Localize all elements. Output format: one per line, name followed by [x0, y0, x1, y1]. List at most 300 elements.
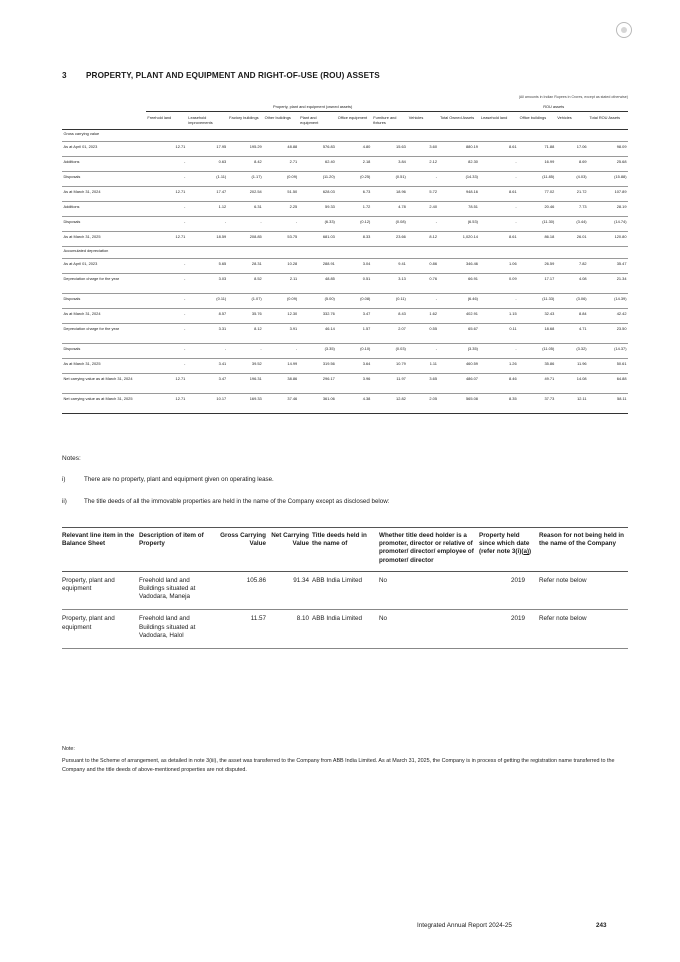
- table-cell: 26.01: [556, 232, 588, 247]
- table-cell: 3.47: [187, 374, 228, 394]
- td-cell: 8.10: [269, 610, 312, 649]
- table-cell: [146, 130, 187, 142]
- ppe-column-header: Office equipment: [336, 111, 372, 130]
- table-cell: 8.61: [479, 142, 518, 157]
- ppe-column-header: Leasehold land: [479, 111, 518, 130]
- table-row: [62, 202, 628, 217]
- table-cell: (3.35): [438, 344, 479, 359]
- table-cell: (6.53): [438, 217, 479, 232]
- table-cell: (3.06): [556, 294, 588, 309]
- table-cell: 17.06: [556, 142, 588, 157]
- table-cell: 3.31: [187, 324, 228, 344]
- table-cell: 50.61: [588, 359, 628, 374]
- table-cell: -: [146, 294, 187, 309]
- table-cell: [556, 130, 588, 142]
- table-cell: 16.99: [518, 157, 556, 172]
- table-cell: 8.69: [556, 157, 588, 172]
- table-cell: 11.96: [556, 359, 588, 374]
- table-cell: 1.57: [336, 324, 372, 344]
- table-cell: 48.88: [263, 142, 299, 157]
- table-cell: 71.88: [518, 142, 556, 157]
- td-cell: 105.86: [216, 571, 269, 610]
- table-cell: -: [146, 324, 187, 344]
- table-cell: 0.11: [479, 324, 518, 344]
- table-row: [62, 374, 628, 394]
- row-label: Disposals: [62, 294, 146, 309]
- table-cell: -: [479, 202, 518, 217]
- table-row: [62, 259, 628, 274]
- table-cell: 0.76: [407, 274, 438, 294]
- table-cell: 35.86: [518, 359, 556, 374]
- table-cell: -: [146, 157, 187, 172]
- table-cell: 0.51: [336, 274, 372, 294]
- table-cell: 12.71: [146, 187, 187, 202]
- ppe-column-headers: [62, 111, 628, 130]
- table-cell: [588, 247, 628, 259]
- table-cell: 32.43: [518, 309, 556, 324]
- table-cell: -: [263, 217, 299, 232]
- table-cell: (1.11): [187, 172, 228, 187]
- table-cell: 288.91: [299, 259, 337, 274]
- table-cell: -: [146, 259, 187, 274]
- table-cell: 361.06: [299, 394, 337, 414]
- table-cell: 880.19: [438, 142, 479, 157]
- table-cell: 0.55: [407, 324, 438, 344]
- table-cell: (1.17): [228, 172, 264, 187]
- table-cell: (3.44): [556, 217, 588, 232]
- table-row: [62, 610, 628, 649]
- row-label: Disposals: [62, 172, 146, 187]
- table-cell: 21.34: [588, 274, 628, 294]
- table-cell: 35.76: [228, 309, 264, 324]
- td-cell: Freehold land and Buildings situated at Vadodara, Maneja: [139, 571, 216, 610]
- table-cell: 35.47: [588, 259, 628, 274]
- table-row: [62, 359, 628, 374]
- section-heading: PROPERTY, PLANT AND EQUIPMENT AND RIGHT-OF-USE (ROU) ASSETS: [86, 71, 380, 80]
- table-cell: 3.13: [372, 274, 408, 294]
- row-label: As at March 31, 2025: [62, 232, 146, 247]
- td-header-deed-holder: Title deeds held in the name of: [312, 528, 379, 572]
- table-cell: 8.61: [479, 187, 518, 202]
- table-row: [62, 344, 628, 359]
- table-cell: (14.39): [588, 294, 628, 309]
- ppe-column-header: Factory buildings: [228, 111, 264, 130]
- ppe-header-blank: [62, 111, 146, 130]
- ppe-column-header: Total ROU Assets: [588, 111, 628, 130]
- ppe-column-header: Leasehold improvements: [187, 111, 228, 130]
- table-cell: 576.83: [299, 142, 337, 157]
- row-label: Net carrying value as at March 31, 2024: [62, 374, 146, 394]
- table-cell: (0.51): [372, 172, 408, 187]
- table-cell: 565.08: [438, 394, 479, 414]
- table-cell: [263, 130, 299, 142]
- table-cell: 2.12: [407, 157, 438, 172]
- table-cell: -: [479, 294, 518, 309]
- note-number: i): [62, 476, 66, 483]
- table-cell: (3.32): [556, 344, 588, 359]
- table-cell: -: [146, 359, 187, 374]
- td-header-promoter-relation: Whether title deed holder is a promoter, director or relative of promoter/ director/ employee of promoter/ director: [379, 528, 479, 572]
- table-cell: 3.47: [336, 309, 372, 324]
- table-cell: -: [228, 217, 264, 232]
- table-cell: [336, 247, 372, 259]
- footer-report-title: Integrated Annual Report 2024-25: [417, 922, 512, 929]
- table-cell: 1.15: [479, 309, 518, 324]
- table-cell: 82.30: [438, 157, 479, 172]
- table-cell: 10.79: [372, 359, 408, 374]
- td-cell: Refer note below: [539, 610, 628, 649]
- table-cell: (0.09): [263, 294, 299, 309]
- table-row: [62, 232, 628, 247]
- table-cell: 78.51: [438, 202, 479, 217]
- table-cell: 948.16: [438, 187, 479, 202]
- table-cell: (0.03): [372, 344, 408, 359]
- table-cell: 8.33: [336, 232, 372, 247]
- row-label: As at April 01, 2023: [62, 142, 146, 157]
- section-title: [62, 71, 380, 80]
- table-cell: [372, 130, 408, 142]
- table-cell: 18.68: [518, 324, 556, 344]
- table-row: [62, 142, 628, 157]
- table-cell: 8.43: [372, 309, 408, 324]
- table-cell: 8.35: [479, 394, 518, 414]
- table-cell: 8.12: [228, 324, 264, 344]
- table-cell: 86.18: [518, 232, 556, 247]
- td-cell: Freehold land and Buildings situated at Vadodara, Halol: [139, 610, 216, 649]
- table-cell: 8.57: [187, 309, 228, 324]
- table-cell: 42.42: [588, 309, 628, 324]
- td-header-net-value: Net Carrying Value: [269, 528, 312, 572]
- row-label: Net carrying value as at March 31, 2025: [62, 394, 146, 414]
- table-cell: (3.35): [299, 344, 337, 359]
- table-cell: 12.82: [372, 394, 408, 414]
- row-label: Additions: [62, 202, 146, 217]
- table-cell: 15.63: [372, 142, 408, 157]
- ppe-column-header: Total Owned Assets: [438, 111, 479, 130]
- table-cell: 296.17: [299, 374, 337, 394]
- td-cell: No: [379, 610, 479, 649]
- table-cell: (15.88): [588, 172, 628, 187]
- table-row: [62, 157, 628, 172]
- table-cell: -: [263, 344, 299, 359]
- td-header-description: Description of item of Property: [139, 528, 216, 572]
- table-cell: 2.71: [263, 157, 299, 172]
- table-cell: (11.05): [518, 344, 556, 359]
- table-row: [62, 187, 628, 202]
- table-cell: 28.31: [228, 259, 264, 274]
- table-cell: -: [407, 344, 438, 359]
- table-cell: 11.97: [372, 374, 408, 394]
- table-cell: 21.72: [556, 187, 588, 202]
- table-cell: 6.73: [336, 187, 372, 202]
- ppe-group-header: Property, plant and equipment (owned assets): [146, 104, 480, 111]
- note-number: ii): [62, 498, 67, 505]
- table-cell: 628.03: [299, 187, 337, 202]
- td-cell: Refer note below: [539, 571, 628, 610]
- table-cell: -: [407, 217, 438, 232]
- table-cell: 12.71: [146, 374, 187, 394]
- table-cell: 46.14: [299, 324, 337, 344]
- td-cell: Property, plant and equipment: [62, 571, 139, 610]
- table-cell: 107.89: [588, 187, 628, 202]
- table-cell: -: [187, 344, 228, 359]
- td-cell: 2019: [479, 610, 539, 649]
- ppe-column-header: Vehicles: [407, 111, 438, 130]
- table-cell: 77.02: [518, 187, 556, 202]
- table-cell: (0.08): [336, 294, 372, 309]
- table-cell: -: [479, 344, 518, 359]
- table-cell: 1.26: [479, 359, 518, 374]
- note-item: [62, 476, 274, 483]
- table-cell: [438, 130, 479, 142]
- table-cell: -: [407, 294, 438, 309]
- table-cell: 169.33: [228, 394, 264, 414]
- note-text: The title deeds of all the immovable properties are held in the name of the Company except as disclosed below:: [84, 498, 390, 505]
- table-cell: -: [187, 217, 228, 232]
- table-cell: [187, 130, 228, 142]
- table-cell: 8.12: [407, 232, 438, 247]
- table-cell: (0.12): [336, 217, 372, 232]
- table-cell: 18.59: [187, 232, 228, 247]
- table-cell: 7.73: [556, 202, 588, 217]
- table-cell: [438, 247, 479, 259]
- table-row: [62, 172, 628, 187]
- row-label: Disposals: [62, 217, 146, 232]
- table-cell: 12.71: [146, 394, 187, 414]
- table-cell: 460.59: [438, 359, 479, 374]
- td-cell: No: [379, 571, 479, 610]
- table-cell: [187, 247, 228, 259]
- table-cell: 3.84: [372, 157, 408, 172]
- table-cell: 14.99: [263, 359, 299, 374]
- table-cell: 346.46: [438, 259, 479, 274]
- table-cell: -: [146, 202, 187, 217]
- table-cell: 23.66: [372, 232, 408, 247]
- table-cell: (14.37): [588, 344, 628, 359]
- table-cell: -: [146, 274, 187, 294]
- table-cell: -: [146, 344, 187, 359]
- table-cell: [518, 247, 556, 259]
- held-since-text: Property held since which date (refer note 3(i)(: [479, 532, 530, 556]
- td-cell: ABB India Limited: [312, 610, 379, 649]
- table-cell: 2.11: [263, 274, 299, 294]
- table-cell: 12.11: [556, 394, 588, 414]
- table-cell: 2.07: [372, 324, 408, 344]
- table-cell: 1.72: [336, 202, 372, 217]
- table-cell: 2.40: [407, 202, 438, 217]
- table-cell: 3.60: [407, 142, 438, 157]
- table-row: [62, 309, 628, 324]
- table-cell: 17.95: [187, 142, 228, 157]
- table-cell: 486.07: [438, 374, 479, 394]
- td-cell: 11.57: [216, 610, 269, 649]
- table-cell: 3.65: [407, 374, 438, 394]
- table-cell: 37.73: [518, 394, 556, 414]
- row-label: Depreciation charge for the year: [62, 324, 146, 344]
- table-cell: (6.46): [438, 294, 479, 309]
- ppe-column-header: Plant and equipment: [299, 111, 337, 130]
- row-label: Additions: [62, 157, 146, 172]
- table-cell: 4.71: [556, 324, 588, 344]
- table-row: [62, 294, 628, 309]
- table-row: [62, 324, 628, 344]
- row-label: Disposals: [62, 344, 146, 359]
- table-cell: [588, 130, 628, 142]
- ppe-column-header: Vehicles: [556, 111, 588, 130]
- table-cell: 51.50: [263, 187, 299, 202]
- td-header-gross-value: Gross Carrying Value: [216, 528, 269, 572]
- table-cell: 37.46: [263, 394, 299, 414]
- table-cell: (0.25): [336, 172, 372, 187]
- table-cell: -: [407, 172, 438, 187]
- table-cell: 3.96: [336, 374, 372, 394]
- table-cell: 2.18: [336, 157, 372, 172]
- table-cell: [407, 130, 438, 142]
- row-label: Depreciation charge for the year: [62, 274, 146, 294]
- held-since-note-ref: a): [523, 548, 530, 556]
- table-cell: 8.52: [228, 274, 264, 294]
- table-cell: [228, 130, 264, 142]
- table-cell: (11.33): [518, 294, 556, 309]
- note-text: There are no property, plant and equipment given on operating lease.: [84, 476, 274, 483]
- table-cell: (0.11): [372, 294, 408, 309]
- table-cell: -: [146, 172, 187, 187]
- table-cell: [479, 247, 518, 259]
- table-cell: 3.41: [187, 359, 228, 374]
- bottom-note-label: Note:: [62, 746, 75, 752]
- table-cell: 64.88: [588, 374, 628, 394]
- table-cell: 681.03: [299, 232, 337, 247]
- table-cell: 4.38: [336, 394, 372, 414]
- table-cell: 65.67: [438, 324, 479, 344]
- table-cell: [299, 247, 337, 259]
- table-row: [62, 217, 628, 232]
- table-cell: (0.08): [372, 217, 408, 232]
- row-label: As at March 31, 2025: [62, 359, 146, 374]
- table-cell: (1.07): [228, 294, 264, 309]
- table-cell: (5.00): [299, 294, 337, 309]
- table-cell: 196.31: [228, 374, 264, 394]
- table-cell: (14.33): [438, 172, 479, 187]
- table-cell: 4.08: [556, 274, 588, 294]
- table-cell: 8.46: [479, 374, 518, 394]
- table-cell: [336, 130, 372, 142]
- table-section-row: [62, 130, 628, 142]
- table-row: [62, 274, 628, 294]
- table-cell: -: [146, 217, 187, 232]
- table-cell: (0.11): [187, 294, 228, 309]
- ppe-table: [62, 104, 628, 414]
- table-cell: 9.41: [372, 259, 408, 274]
- table-cell: 195.29: [228, 142, 264, 157]
- td-header-held-since: Property held since which date (refer note 3(i)(a)): [479, 528, 539, 572]
- table-cell: 28.19: [588, 202, 628, 217]
- table-cell: [372, 247, 408, 259]
- table-cell: 1.11: [407, 359, 438, 374]
- table-cell: (4.03): [556, 172, 588, 187]
- table-cell: 20.46: [518, 202, 556, 217]
- table-cell: 3.91: [263, 324, 299, 344]
- title-deeds-table: [62, 527, 628, 649]
- table-cell: [228, 247, 264, 259]
- table-cell: [299, 130, 337, 142]
- table-cell: 0.09: [479, 274, 518, 294]
- table-cell: 4.80: [336, 142, 372, 157]
- table-cell: 3.03: [187, 274, 228, 294]
- table-cell: 3.64: [336, 359, 372, 374]
- table-cell: -: [479, 172, 518, 187]
- table-cell: 39.52: [228, 359, 264, 374]
- table-cell: 7.82: [556, 259, 588, 274]
- table-cell: 8.61: [479, 232, 518, 247]
- table-cell: (0.10): [336, 344, 372, 359]
- table-cell: 12.71: [146, 142, 187, 157]
- table-cell: 98.09: [588, 142, 628, 157]
- section-number: 3: [62, 71, 67, 80]
- notes-heading: Notes:: [62, 455, 81, 462]
- table-cell: -: [146, 309, 187, 324]
- table-cell: 208.85: [228, 232, 264, 247]
- table-cell: 319.56: [299, 359, 337, 374]
- row-label: As at April 01, 2023: [62, 259, 146, 274]
- table-cell: 62.40: [299, 157, 337, 172]
- table-cell: [263, 247, 299, 259]
- ppe-column-header: Other buildings: [263, 111, 299, 130]
- table-cell: 2.05: [407, 394, 438, 414]
- table-cell: 58.11: [588, 394, 628, 414]
- ppe-table-body: [62, 130, 628, 414]
- table-cell: -: [228, 344, 264, 359]
- td-header-line-item: Relevant line item in the Balance Sheet: [62, 528, 139, 572]
- td-cell: ABB India Limited: [312, 571, 379, 610]
- table-cell: 48.85: [299, 274, 337, 294]
- row-label: As at March 31, 2024: [62, 309, 146, 324]
- table-cell: 202.54: [228, 187, 264, 202]
- table-cell: 1.12: [187, 202, 228, 217]
- table-cell: -: [479, 217, 518, 232]
- table-cell: 4.78: [372, 202, 408, 217]
- table-cell: 59.33: [299, 202, 337, 217]
- table-cell: -: [479, 157, 518, 172]
- td-cell: 91.34: [269, 571, 312, 610]
- table-cell: (6.33): [299, 217, 337, 232]
- row-label: Gross carrying value: [62, 130, 146, 142]
- table-cell: 17.47: [187, 187, 228, 202]
- table-cell: 18.96: [372, 187, 408, 202]
- table-cell: 1,020.14: [438, 232, 479, 247]
- table-cell: (14.74): [588, 217, 628, 232]
- table-cell: 10.17: [187, 394, 228, 414]
- table-cell: (0.09): [263, 172, 299, 187]
- table-cell: 6.31: [228, 202, 264, 217]
- ppe-column-header: Office buildings: [518, 111, 556, 130]
- table-cell: 12.30: [263, 309, 299, 324]
- row-label: Accumulated depreciation: [62, 247, 146, 259]
- td-header-reason: Reason for not being held in the name of the Company: [539, 528, 628, 572]
- table-cell: 49.71: [518, 374, 556, 394]
- rou-group-header: ROU assets: [479, 104, 628, 111]
- table-cell: [407, 247, 438, 259]
- table-cell: 1.06: [479, 259, 518, 274]
- ppe-column-header: Freehold land: [146, 111, 187, 130]
- table-cell: 10.28: [263, 259, 299, 274]
- table-cell: 402.91: [438, 309, 479, 324]
- table-cell: 53.75: [263, 232, 299, 247]
- table-cell: (11.20): [299, 172, 337, 187]
- table-cell: [518, 130, 556, 142]
- table-cell: 14.08: [556, 374, 588, 394]
- table-section-row: [62, 247, 628, 259]
